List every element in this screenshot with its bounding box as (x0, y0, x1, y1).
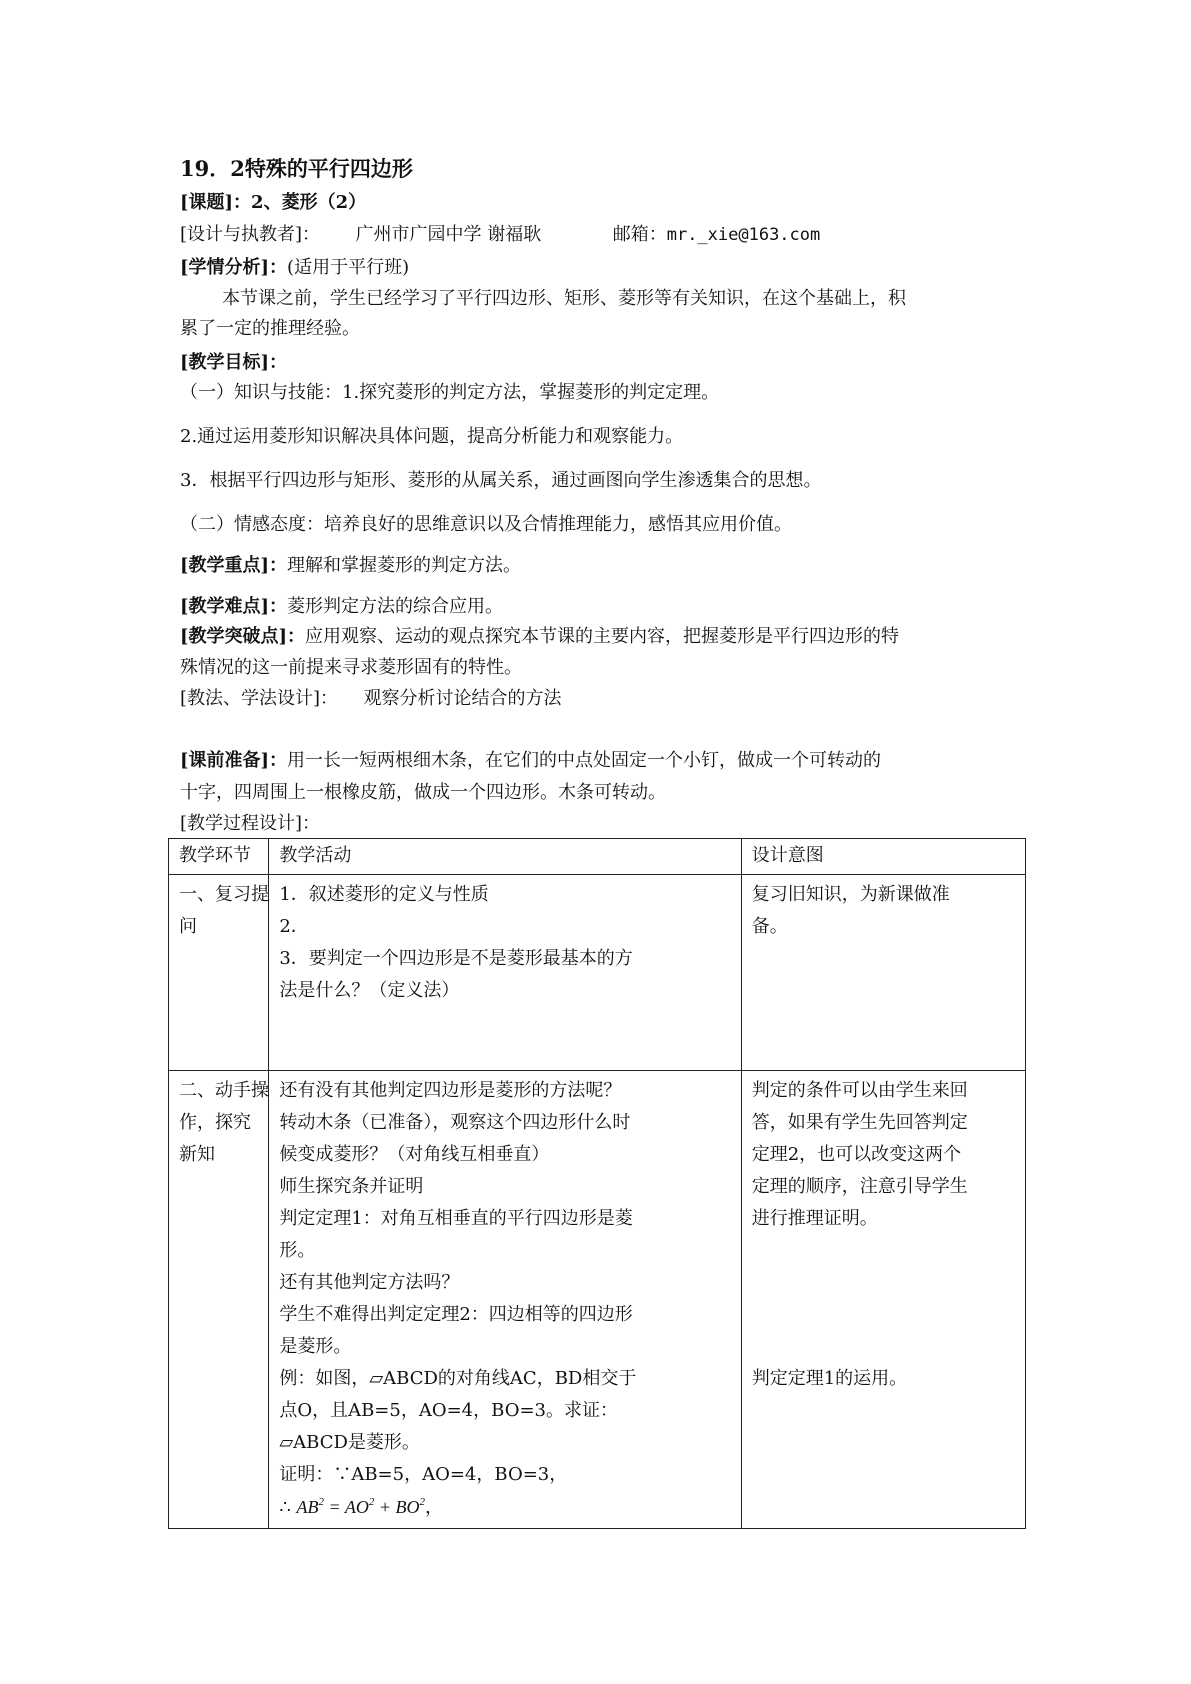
table-header-cell: 教学活动 (269, 839, 741, 875)
stage-cell (169, 1071, 269, 1529)
therefore-symbol: ∴ (279, 1497, 291, 1518)
prep-line1 (180, 748, 881, 774)
activity-line: 转动木条（已准备），观察这个四边形什么时 (279, 1112, 631, 1133)
analysis-line (180, 255, 409, 281)
stage-cell (169, 875, 269, 1071)
stage-text: 问 (179, 916, 197, 937)
table-header-cell: 设计意图 (741, 839, 1025, 875)
breakthrough-line2: 殊情况的这一前提来寻求菱形固有的特性。 (180, 657, 522, 678)
activity-line: 3．要判定一个四边形是不是菱形最基本的方 (279, 948, 633, 969)
table-header-row (169, 839, 1026, 875)
prep-text-1: 用一长一短两根细木条，在它们的中点处固定一个小钉，做成一个可转动的 (287, 750, 882, 771)
prep-line2: 十字，四周围上一根橡皮筋，做成一个四边形。木条可转动。 (180, 782, 666, 803)
email-value: mr._xie@163.com (666, 225, 821, 245)
breakthrough-text-1: 应用观察、运动的观点探究本节课的主要内容，把握菱形是平行四边形的特 (305, 626, 900, 647)
activity-line: 证明：∵AB=5，AO=4，BO=3， (279, 1464, 568, 1485)
activity-line: ▱ABCD是菱形。 (279, 1432, 420, 1453)
intent-line: 答，如果有学生先回答判定 (751, 1112, 968, 1133)
goal-item-1: （一）知识与技能：1.探究菱形的判定方法，掌握菱形的判定定理。 (180, 382, 720, 403)
prep-label: [课前准备]： (180, 750, 288, 771)
difficulty-label: [教学难点]： (180, 596, 288, 617)
designer-label: [设计与执教者]： (180, 224, 321, 245)
breakthrough-label: [教学突破点]： (180, 626, 306, 647)
table-row (169, 1071, 1026, 1529)
intent-line: 定理的顺序，注意引导学生 (751, 1176, 968, 1197)
key-point-line (180, 553, 521, 579)
topic-line (180, 190, 366, 216)
difficulty-line (180, 594, 503, 620)
activity-line: 点O，且AB=5，AO=4，BO=3。求证： (279, 1400, 618, 1421)
activity-line: 例：如图，▱ABCD的对角线AC，BD相交于 (279, 1368, 637, 1389)
table-row (169, 875, 1026, 1071)
goals-label: [教学目标]： (180, 352, 288, 373)
breakthrough-line1 (180, 624, 899, 650)
stage-text: 作，探究 (179, 1112, 251, 1133)
method-value: 观察分析讨论结合的方法 (363, 688, 562, 709)
activity-line: 师生探究条并证明 (279, 1176, 424, 1197)
process-label: [教学过程设计]： (180, 813, 321, 834)
activity-line: 法是什么？（定义法） (279, 980, 460, 1001)
intent-cell (741, 875, 1025, 1071)
page-title: 19．2特殊的平行四边形 (180, 156, 413, 181)
designer-name: 广州市广园中学 谢福耿 (355, 224, 542, 245)
activity-line: 还有其他判定方法吗？ (279, 1272, 460, 1293)
pythagorean-formula: ∴ $AB^2 = AO^2 + BO^2$， (279, 1496, 443, 1518)
stage-text: 一、复习提 (179, 884, 269, 905)
goal-item-4: （二）情感态度：培养良好的思维意识以及合情推理能力，感悟其应用价值。 (180, 514, 792, 535)
activity-cell (269, 1071, 741, 1529)
intent-line: 备。 (751, 916, 788, 937)
analysis-paragraph-line1: 本节课之前，学生已经学习了平行四边形、矩形、菱形等有关知识，在这个基础上，积 (222, 288, 906, 309)
designer-line (180, 222, 820, 248)
activity-line: 2． (279, 916, 309, 937)
analysis-paragraph-line2: 累了一定的推理经验。 (180, 318, 360, 339)
difficulty-value: 菱形判定方法的综合应用。 (287, 596, 504, 617)
activity-line: 形。 (279, 1240, 316, 1261)
activity-line: 学生不难得出判定定理2：四边相等的四边形 (279, 1304, 633, 1325)
goal-item-3: 3．根据平行四边形与矩形、菱形的从属关系，通过画图向学生渗透集合的思想。 (180, 470, 822, 491)
intent-line: 判定的条件可以由学生来回 (751, 1080, 968, 1101)
email-label: 邮箱： (612, 224, 667, 245)
goal-item-2: 2.通过运用菱形知识解决具体问题，提高分析能力和观察能力。 (180, 426, 684, 447)
formula-math: $AB^2 = AO^2 + BO^2$ (296, 1496, 425, 1517)
activity-line: 判定定理1：对角互相垂直的平行四边形是菱 (279, 1208, 633, 1229)
key-point-value: 理解和掌握菱形的判定方法。 (287, 555, 522, 576)
stage-text: 二、动手操 (179, 1080, 269, 1101)
table-header-cell: 教学环节 (169, 839, 269, 875)
method-line (180, 686, 562, 712)
intent-spacer (752, 1235, 1017, 1363)
topic-label: [课题]： (180, 192, 252, 213)
topic-value: 2、菱形（2） (251, 192, 367, 213)
teaching-process-table (168, 838, 1026, 1529)
analysis-note: (适用于平行班) (287, 257, 410, 278)
activity-line: 还有没有其他判定四边形是菱形的方法呢？ (279, 1080, 622, 1101)
intent-line: 判定定理1的运用。 (751, 1368, 908, 1389)
intent-line: 复习旧知识，为新课做准 (751, 884, 950, 905)
stage-text: 新知 (179, 1144, 215, 1165)
key-point-label: [教学重点]： (180, 555, 288, 576)
activity-cell (269, 875, 741, 1071)
analysis-label: [学情分析]： (180, 257, 288, 278)
intent-line: 定理2，也可以改变这两个 (751, 1144, 962, 1165)
method-label: [教法、学法设计]： (180, 688, 339, 709)
intent-cell (741, 1071, 1025, 1529)
activity-line: 候变成菱形？（对角线互相垂直） (279, 1144, 550, 1165)
activity-line: 是菱形。 (279, 1336, 352, 1357)
intent-line: 进行推理证明。 (751, 1208, 878, 1229)
activity-line: 1．叙述菱形的定义与性质 (279, 884, 489, 905)
